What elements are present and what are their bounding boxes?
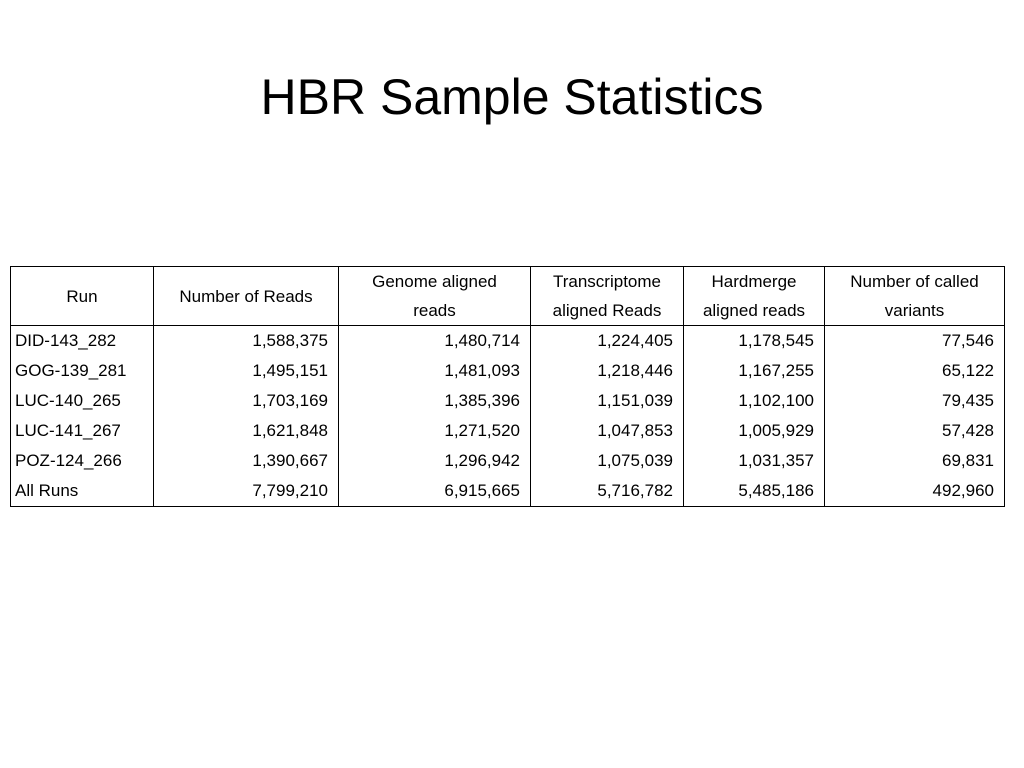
cell-run: DID-143_282 bbox=[11, 326, 154, 357]
sample-statistics-table bbox=[10, 266, 1005, 507]
header-tx-line2: aligned Reads bbox=[552, 301, 662, 320]
cell-transcriptome: 1,075,039 bbox=[531, 446, 684, 476]
cell-transcriptome: 1,218,446 bbox=[531, 356, 684, 386]
header-genome-aligned-reads bbox=[339, 267, 531, 326]
cell-transcriptome: 1,047,853 bbox=[531, 416, 684, 446]
table-row bbox=[11, 386, 1005, 416]
cell-run: LUC-140_265 bbox=[11, 386, 154, 416]
header-genome-line2: reads bbox=[413, 301, 456, 320]
cell-variants: 57,428 bbox=[825, 416, 1005, 446]
table-row-total bbox=[11, 476, 1005, 507]
cell-reads: 1,390,667 bbox=[154, 446, 339, 476]
table-body bbox=[11, 326, 1005, 507]
cell-genome: 6,915,665 bbox=[339, 476, 531, 507]
cell-genome: 1,481,093 bbox=[339, 356, 531, 386]
header-run: Run bbox=[11, 267, 154, 326]
table-header bbox=[11, 267, 1005, 326]
header-var-line2: variants bbox=[884, 301, 945, 320]
header-number-of-called-variants bbox=[825, 267, 1005, 326]
cell-hardmerge: 1,178,545 bbox=[684, 326, 825, 357]
table-row bbox=[11, 356, 1005, 386]
cell-hardmerge: 1,031,357 bbox=[684, 446, 825, 476]
cell-variants: 492,960 bbox=[825, 476, 1005, 507]
cell-transcriptome: 1,151,039 bbox=[531, 386, 684, 416]
header-hardmerge-aligned-reads bbox=[684, 267, 825, 326]
header-var-line1: Number of called bbox=[850, 272, 979, 291]
cell-hardmerge: 1,102,100 bbox=[684, 386, 825, 416]
header-hm-line2: aligned reads bbox=[702, 301, 806, 320]
cell-transcriptome: 5,716,782 bbox=[531, 476, 684, 507]
cell-hardmerge: 1,005,929 bbox=[684, 416, 825, 446]
cell-hardmerge: 1,167,255 bbox=[684, 356, 825, 386]
header-tx-line1: Transcriptome bbox=[552, 272, 661, 291]
cell-reads: 1,703,169 bbox=[154, 386, 339, 416]
table-row bbox=[11, 446, 1005, 476]
cell-variants: 69,831 bbox=[825, 446, 1005, 476]
header-hm-line1: Hardmerge bbox=[711, 272, 797, 291]
cell-hardmerge: 5,485,186 bbox=[684, 476, 825, 507]
table-row bbox=[11, 416, 1005, 446]
header-number-of-reads: Number of Reads bbox=[154, 267, 339, 326]
cell-genome: 1,271,520 bbox=[339, 416, 531, 446]
cell-variants: 79,435 bbox=[825, 386, 1005, 416]
header-genome-line1: Genome aligned bbox=[372, 272, 497, 291]
header-transcriptome-aligned-reads bbox=[531, 267, 684, 326]
cell-transcriptome: 1,224,405 bbox=[531, 326, 684, 357]
cell-run: LUC-141_267 bbox=[11, 416, 154, 446]
cell-reads: 1,588,375 bbox=[154, 326, 339, 357]
slide-title: HBR Sample Statistics bbox=[260, 69, 764, 125]
cell-reads: 7,799,210 bbox=[154, 476, 339, 507]
cell-genome: 1,480,714 bbox=[339, 326, 531, 357]
cell-run: All Runs bbox=[11, 476, 154, 507]
cell-reads: 1,621,848 bbox=[154, 416, 339, 446]
cell-genome: 1,385,396 bbox=[339, 386, 531, 416]
cell-genome: 1,296,942 bbox=[339, 446, 531, 476]
cell-run: POZ-124_266 bbox=[11, 446, 154, 476]
cell-variants: 65,122 bbox=[825, 356, 1005, 386]
cell-run: GOG-139_281 bbox=[11, 356, 154, 386]
header-row bbox=[11, 267, 1005, 326]
cell-reads: 1,495,151 bbox=[154, 356, 339, 386]
cell-variants: 77,546 bbox=[825, 326, 1005, 357]
table-row bbox=[11, 326, 1005, 357]
